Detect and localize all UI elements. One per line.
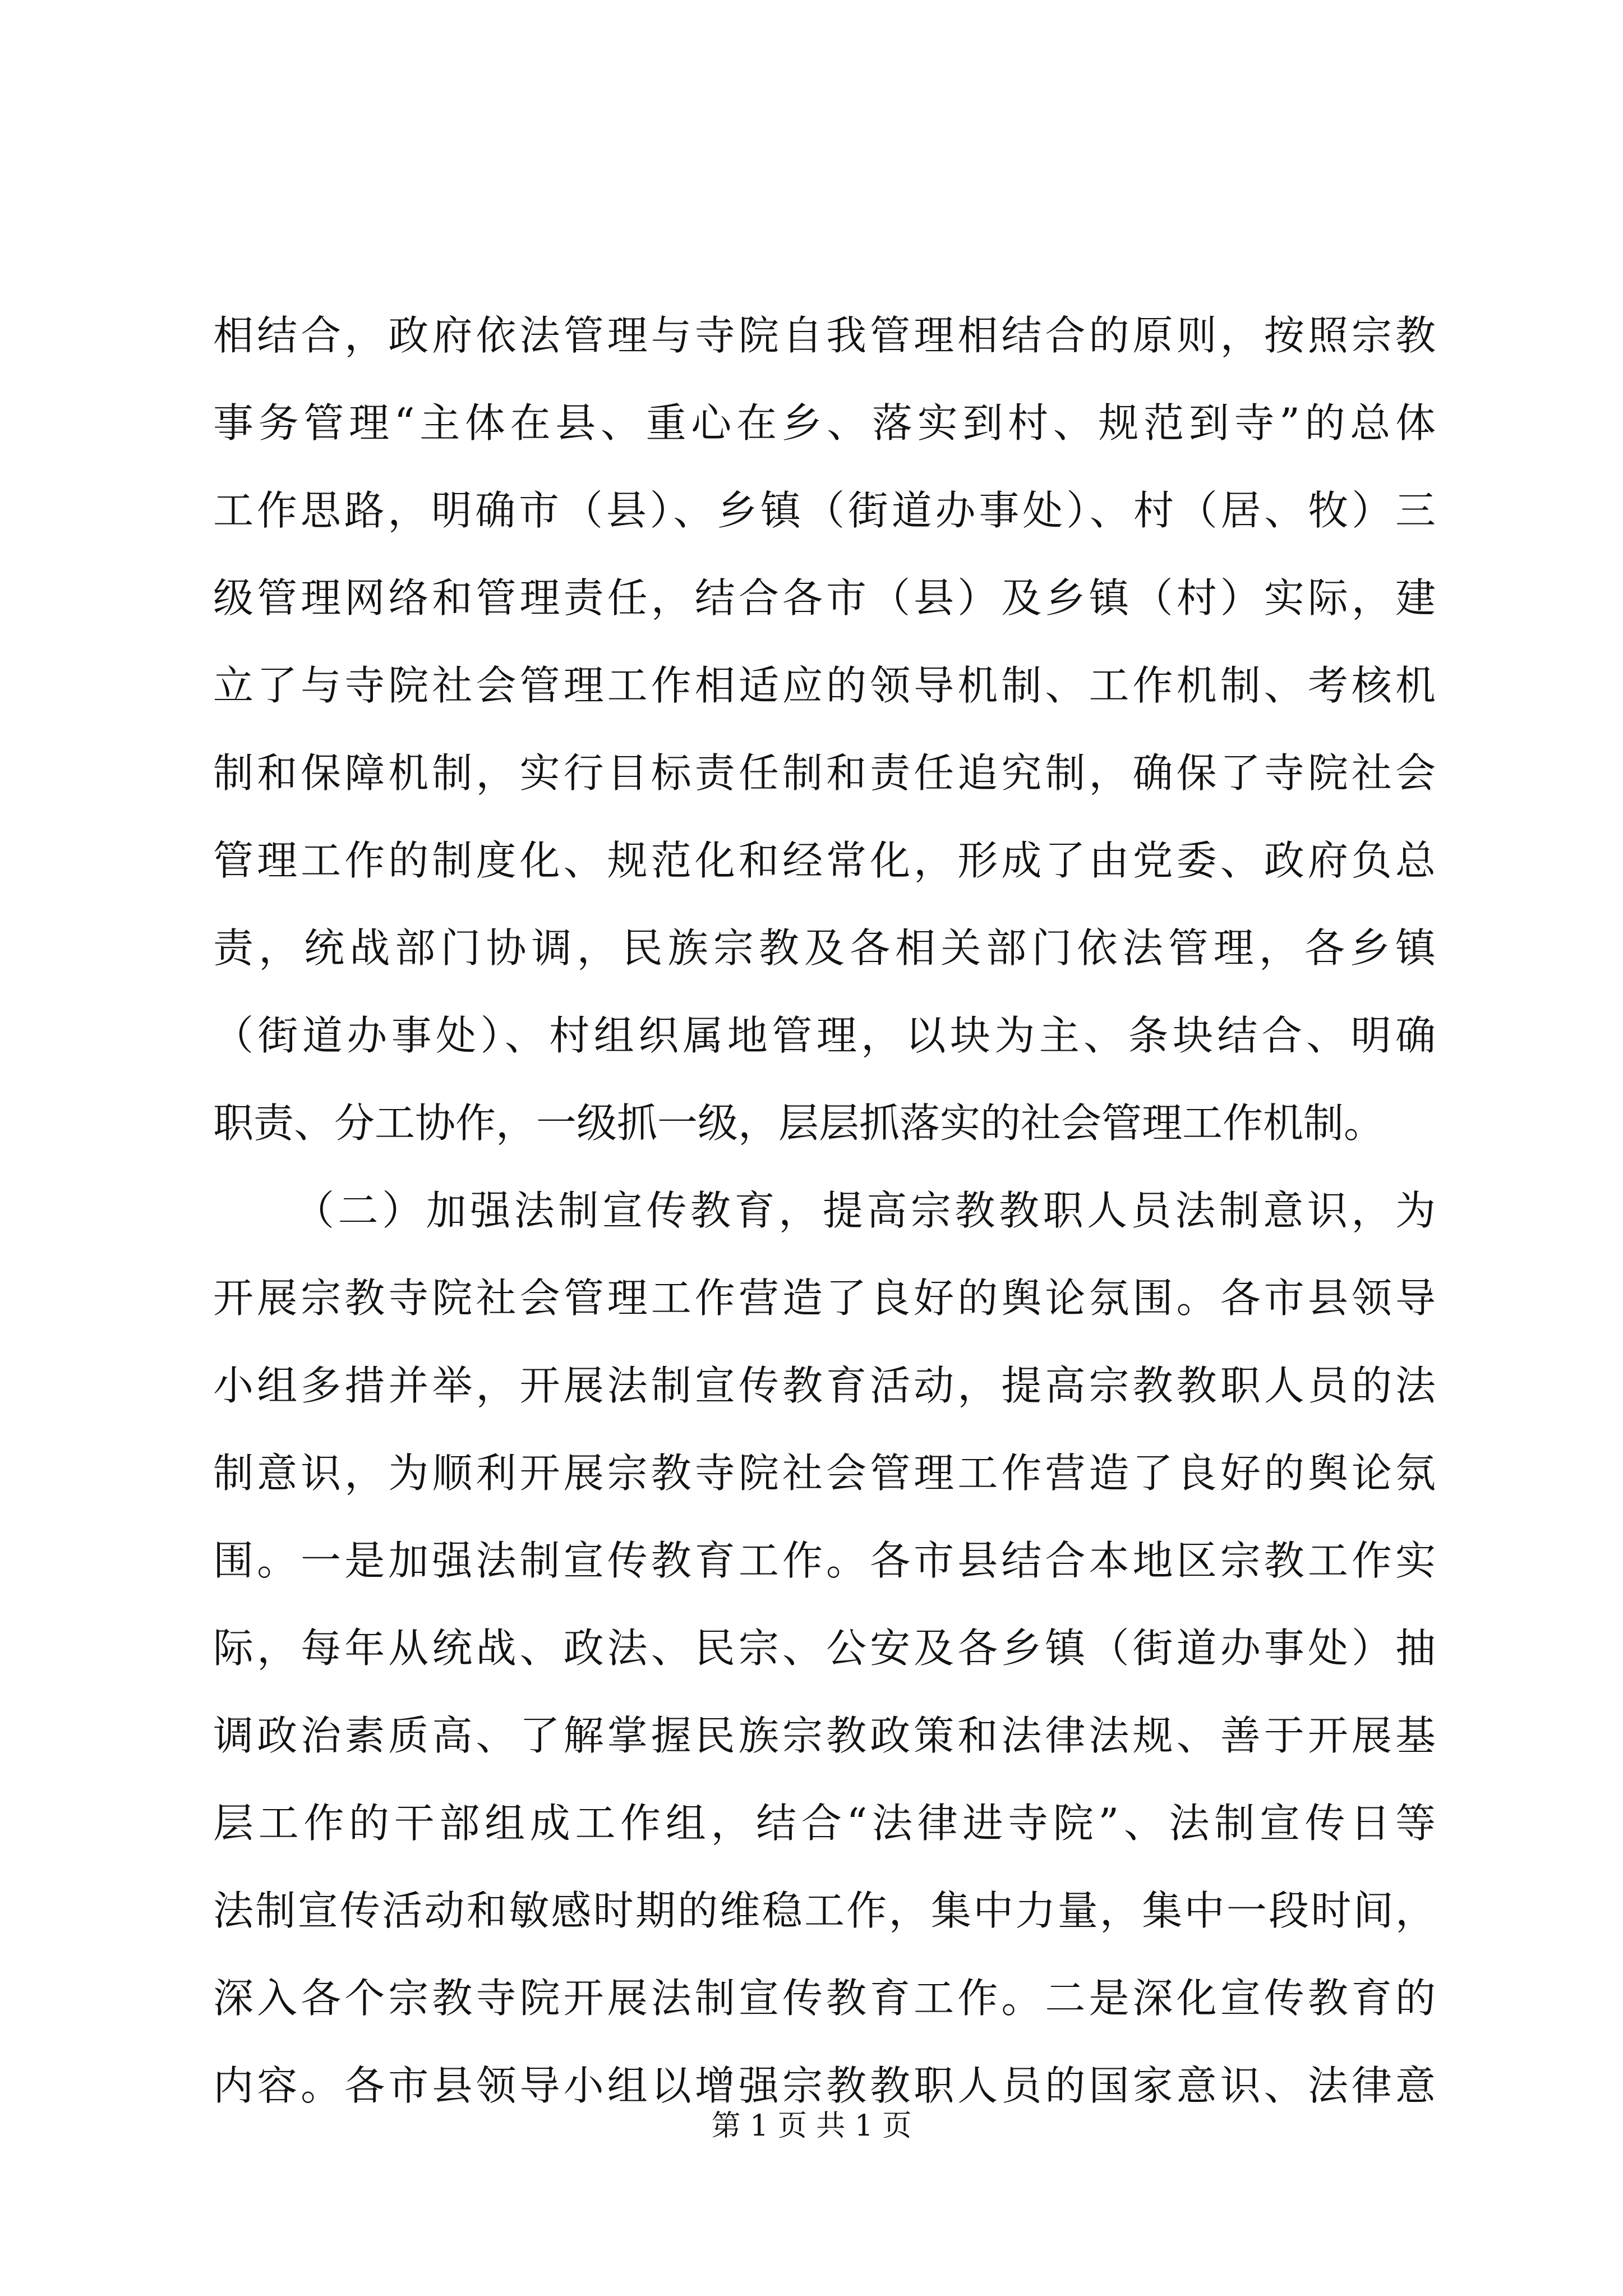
page-footer: [0, 2104, 1623, 2148]
text-line: 立了与寺院社会管理工作相适应的领导机制、工作机制、考核机: [213, 662, 1436, 709]
text-line: 事务管理“主体在县、重心在乡、落实到村、规范到寺”的总体: [213, 399, 1436, 447]
text-line: 法制宣传活动和敏感时期的维稳工作，集中力量，集中一段时间，: [213, 1887, 1436, 1934]
text-line: 制和保障机制，实行目标责任制和责任追究制，确保了寺院社会: [213, 749, 1436, 797]
text-line: 级管理网络和管理责任，结合各市（县）及乡镇（村）实际，建: [213, 574, 1436, 622]
text-line: 制意识，为顺利开展宗教寺院社会管理工作营造了良好的舆论氛: [213, 1450, 1436, 1497]
paragraph-2: [213, 1167, 1436, 2129]
text-line: 深入各个宗教寺院开展法制宣传教育工作。二是深化宣传教育的: [213, 1975, 1436, 2022]
paragraph-1: [213, 292, 1436, 1167]
page-number-label: 第 1 页 共 1 页: [711, 2109, 912, 2143]
text-line: （街道办事处）、村组织属地管理，以块为主、条块结合、明确: [213, 1012, 1436, 1059]
text-line: 小组多措并举，开展法制宣传教育活动，提高宗教教职人员的法: [213, 1362, 1436, 1409]
text-line: 围。一是加强法制宣传教育工作。各市县结合本地区宗教工作实: [213, 1537, 1436, 1584]
text-line: 职责、分工协作，一级抓一级，层层抓落实的社会管理工作机制。: [213, 1099, 1385, 1147]
text-line: 调政治素质高、了解掌握民族宗教政策和法律法规、善于开展基: [213, 1712, 1436, 1759]
text-line: （二）加强法制宣传教育，提高宗教教职人员法制意识，为: [294, 1187, 1436, 1234]
text-line: 管理工作的制度化、规范化和经常化，形成了由党委、政府负总: [213, 837, 1436, 884]
text-line: 工作思路，明确市（县）、乡镇（街道办事处）、村（居、牧）三: [213, 487, 1436, 534]
text-line: 相结合，政府依法管理与寺院自我管理相结合的原则，按照宗教: [213, 312, 1436, 359]
text-line: 开展宗教寺院社会管理工作营造了良好的舆论氛围。各市县领导: [213, 1274, 1436, 1322]
text-line: 际，每年从统战、政法、民宗、公安及各乡镇（街道办事处）抽: [213, 1625, 1436, 1672]
text-line: 层工作的干部组成工作组，结合“法律进寺院”、法制宣传日等: [213, 1800, 1436, 1847]
text-line: 责，统战部门协调，民族宗教及各相关部门依法管理，各乡镇: [213, 924, 1436, 972]
text-line: 内容。各市县领导小组以增强宗教教职人员的国家意识、法律意: [213, 2062, 1436, 2109]
document-body: [213, 292, 1436, 2129]
